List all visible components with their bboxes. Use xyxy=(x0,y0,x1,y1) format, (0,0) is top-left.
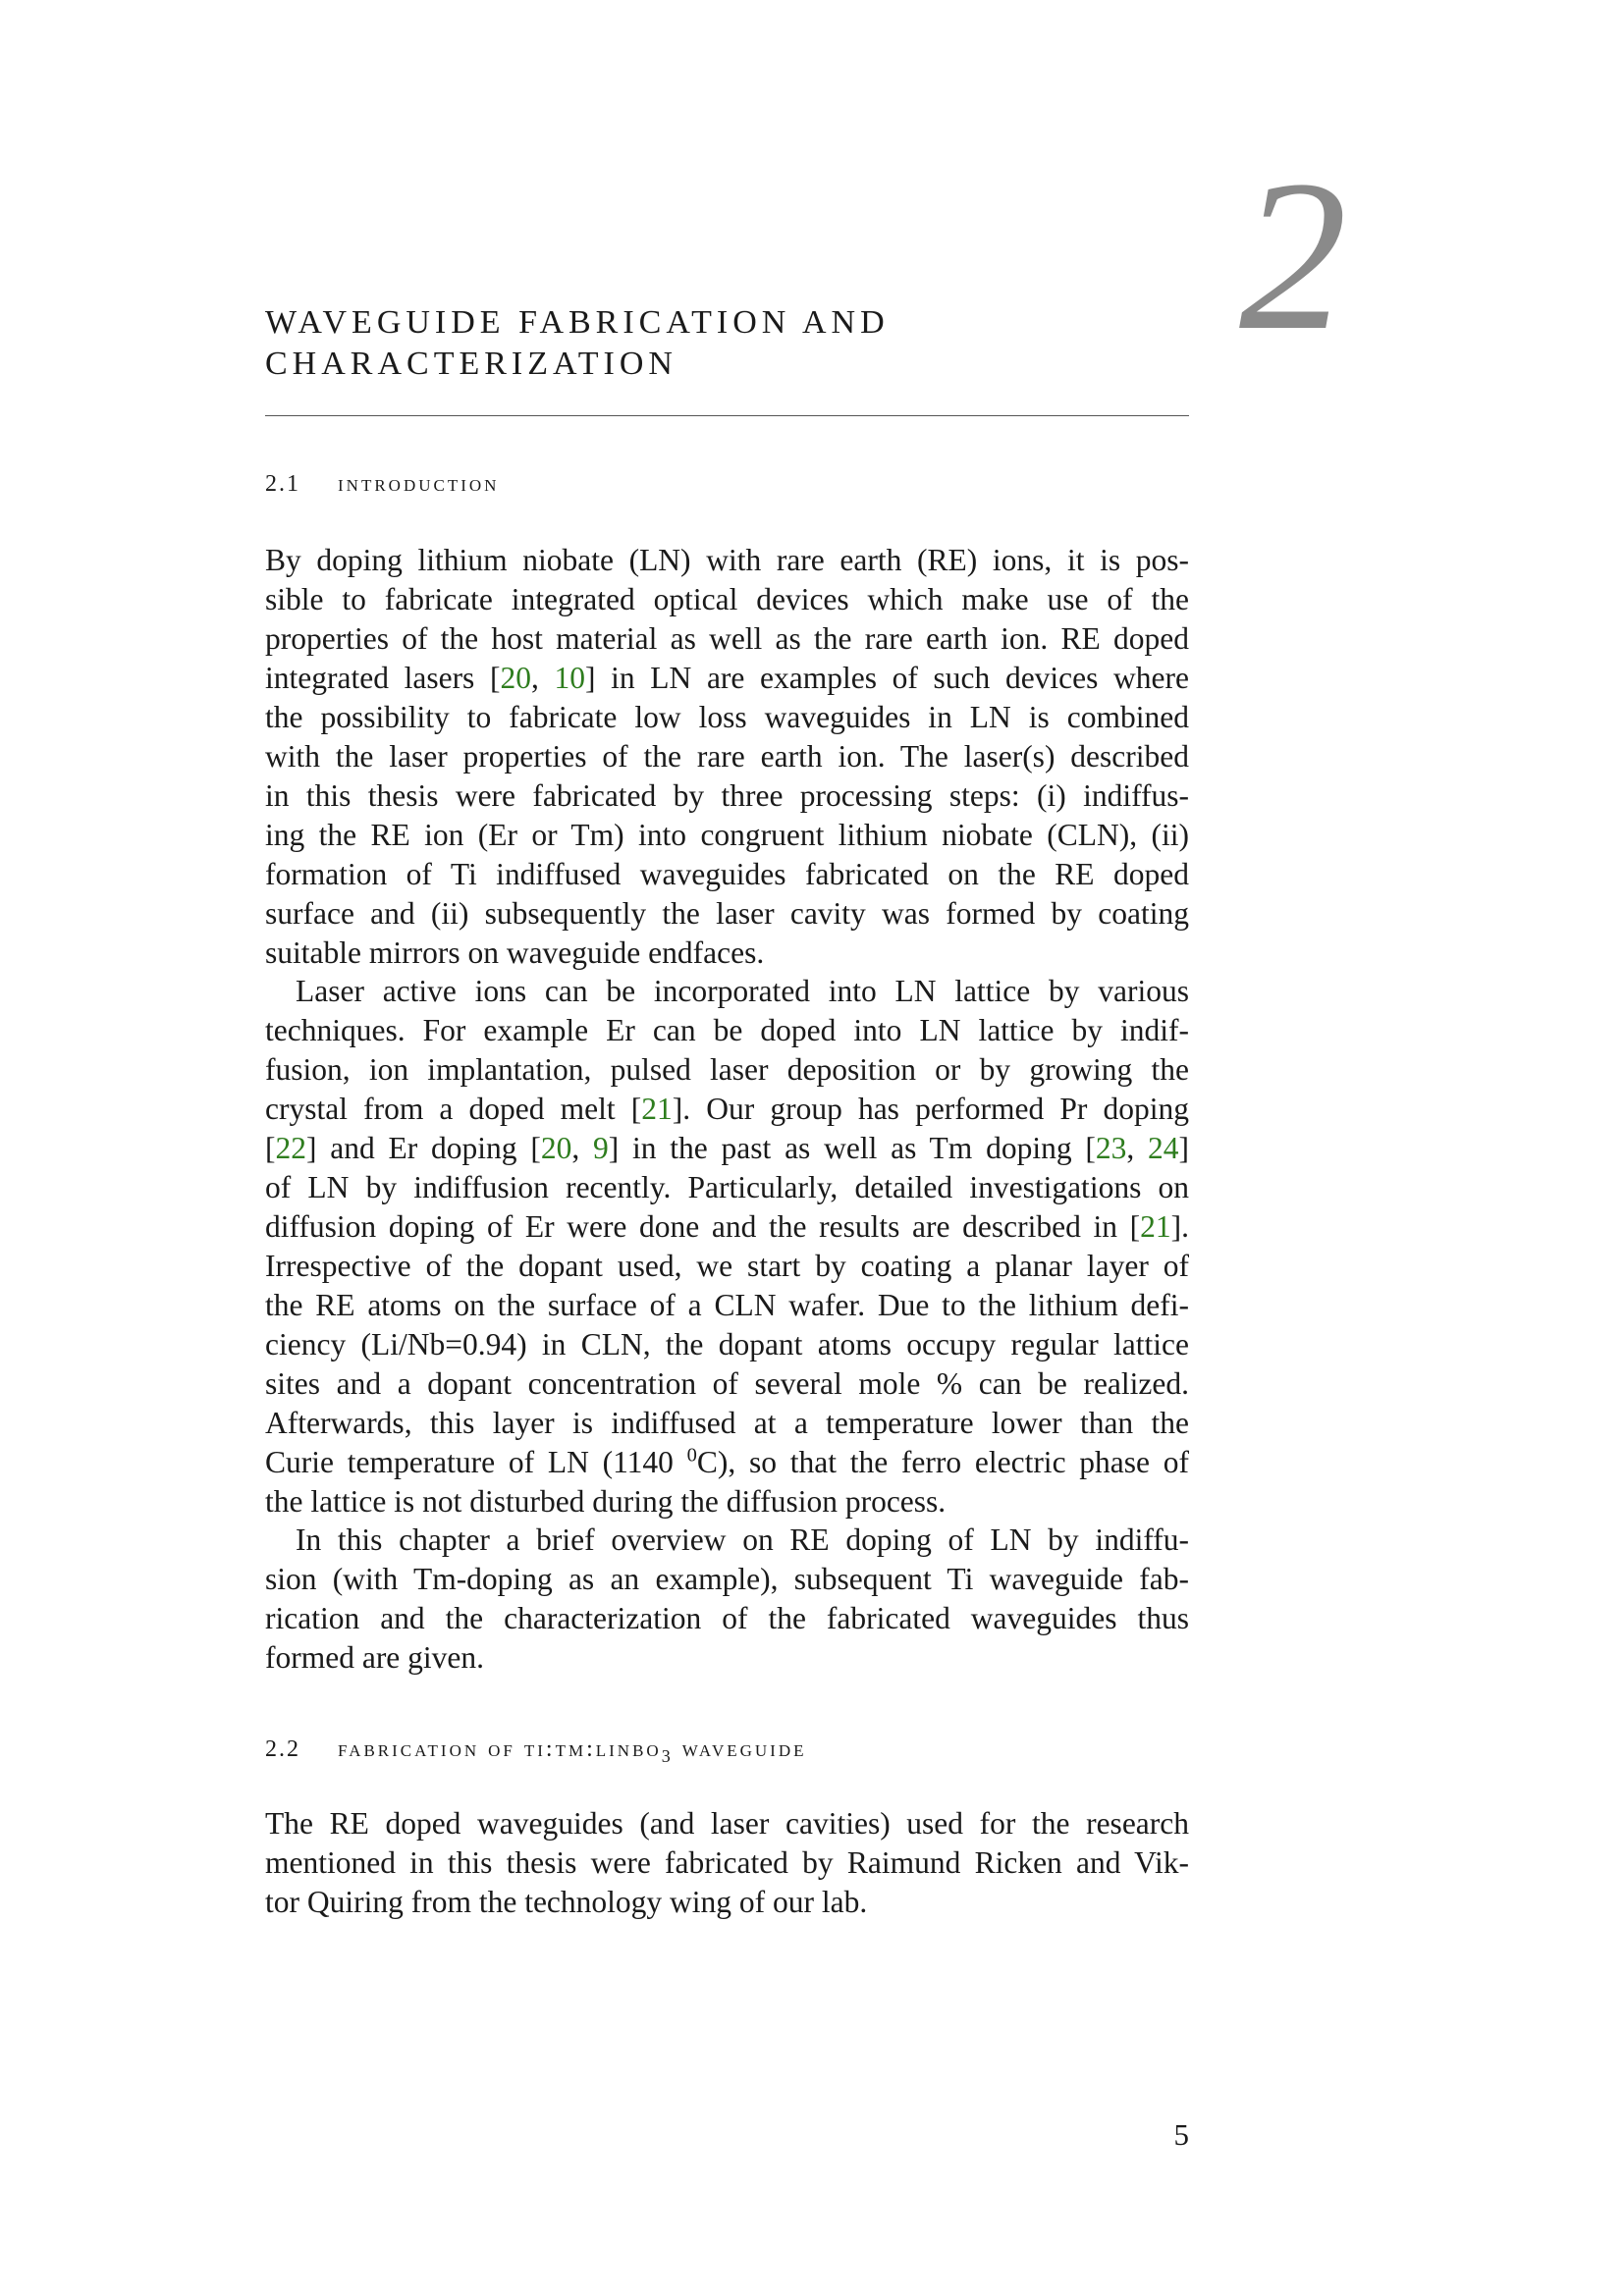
text-line: techniques. For example Er can be doped into LN lattice by indif- xyxy=(265,1013,1189,1047)
text-line: the lattice is not disturbed during the diffusion process. xyxy=(265,1484,947,1519)
text-line: formation of Ti indiffused waveguides fabricated on the RE doped xyxy=(265,857,1189,891)
paragraph-intro-1 xyxy=(265,541,1189,973)
text-line: surface and (ii) subsequently the laser cavity was formed by coating xyxy=(265,896,1189,931)
paragraph-fabrication-1 xyxy=(265,1804,1189,1922)
section-heading-introduction xyxy=(265,469,499,499)
title-rule xyxy=(265,415,1189,416)
section-number: 2.1 xyxy=(265,471,300,497)
text-line: formed are given. xyxy=(265,1640,485,1675)
citation-link[interactable]: 24 xyxy=(1148,1131,1179,1165)
citation-link[interactable]: 20 xyxy=(540,1131,572,1165)
text-line: sites and a dopant concentration of several mole % can be realized. xyxy=(265,1366,1189,1401)
text-line: sible to fabricate integrated optical devices which make use of the xyxy=(265,582,1189,616)
section-number: 2.2 xyxy=(265,1736,300,1762)
text-line: Irrespective of the dopant used, we start by coating a planar layer of xyxy=(265,1249,1189,1283)
text-line: tor Quiring from the technology wing of our lab. xyxy=(265,1885,868,1919)
citation-link[interactable]: 21 xyxy=(641,1092,673,1126)
text-line: The RE doped waveguides (and laser cavities) used for the research xyxy=(265,1806,1189,1841)
text-line: rication and the characterization of the fabricated waveguides thus xyxy=(265,1601,1189,1635)
text-line: in this thesis were fabricated by three processing steps: (i) indiffus- xyxy=(265,778,1189,813)
paragraph-intro-2 xyxy=(265,972,1189,1522)
text-line: Laser active ions can be incorporated into LN lattice by various xyxy=(296,974,1189,1008)
paragraph-intro-3 xyxy=(265,1521,1189,1678)
chapter-title-line-2: CHARACTERIZATION xyxy=(265,346,677,382)
text-line: Afterwards, this layer is indiffused at a temperature lower than the xyxy=(265,1406,1189,1440)
section-heading-fabrication xyxy=(265,1735,807,1771)
text-line: diffusion doping of Er were done and the results are described in [21]. xyxy=(265,1209,1189,1244)
text-line: properties of the host material as well as the rare earth ion. RE doped xyxy=(265,621,1189,656)
text-line: sion (with Tm-doping as an example), subsequent Ti waveguide fab- xyxy=(265,1562,1189,1596)
text-line: the possibility to fabricate low loss waveguides in LN is combined xyxy=(265,700,1189,734)
chapter-title-line-1: WAVEGUIDE FABRICATION AND xyxy=(265,304,890,341)
citation-link[interactable]: 20 xyxy=(500,661,531,695)
text-line: Curie temperature of LN (1140 $^0$C), so that the ferro electric phase of xyxy=(265,1444,1189,1479)
citation-link[interactable]: 10 xyxy=(554,661,585,695)
text-line: the RE atoms on the surface of a CLN wafer. Due to the lithium defi- xyxy=(265,1288,1189,1322)
text-line: By doping lithium niobate (LN) with rare earth (RE) ions, it is pos- xyxy=(265,543,1189,577)
page-number: 5 xyxy=(1173,2117,1189,2152)
superscript: 0 xyxy=(686,1444,697,1467)
citation-link[interactable]: 21 xyxy=(1140,1209,1171,1244)
chapter-title xyxy=(265,302,1149,385)
text-line: In this chapter a brief overview on RE doping of LN by indiffu- xyxy=(296,1522,1189,1557)
text-line: ciency (Li/Nb=0.94) in CLN, the dopant atoms occupy regular lattice xyxy=(265,1327,1189,1362)
text-line: mentioned in this thesis were fabricated by Raimund Ricken and Vik- xyxy=(265,1845,1189,1880)
citation-link[interactable]: 23 xyxy=(1095,1131,1127,1165)
text-line: [22] and Er doping [20, 9] in the past as well as Tm doping [23, 24] xyxy=(265,1131,1190,1165)
text-line: with the laser properties of the rare earth ion. The laser(s) described xyxy=(265,739,1189,774)
text-line: of LN by indiffusion recently. Particularly, detailed investigations on xyxy=(265,1170,1189,1204)
text-line: suitable mirrors on waveguide endfaces. xyxy=(265,935,765,970)
chapter-number: 2 xyxy=(1239,135,1347,375)
text-line: crystal from a doped melt [21]. Our group has performed Pr doping xyxy=(265,1092,1190,1126)
section-title: introduction xyxy=(338,471,500,497)
section-title: fabrication of ti:tm:linbo$_3$ waveguide xyxy=(338,1736,807,1766)
text-line: integrated lasers [20, 10] in LN are examples of such devices where xyxy=(265,661,1189,695)
text-line: ing the RE ion (Er or Tm) into congruent lithium niobate (CLN), (ii) xyxy=(265,818,1189,852)
text-line: fusion, ion implantation, pulsed laser deposition or by growing the xyxy=(265,1052,1189,1087)
citation-link[interactable]: 9 xyxy=(592,1131,609,1165)
citation-link[interactable]: 22 xyxy=(275,1131,306,1165)
